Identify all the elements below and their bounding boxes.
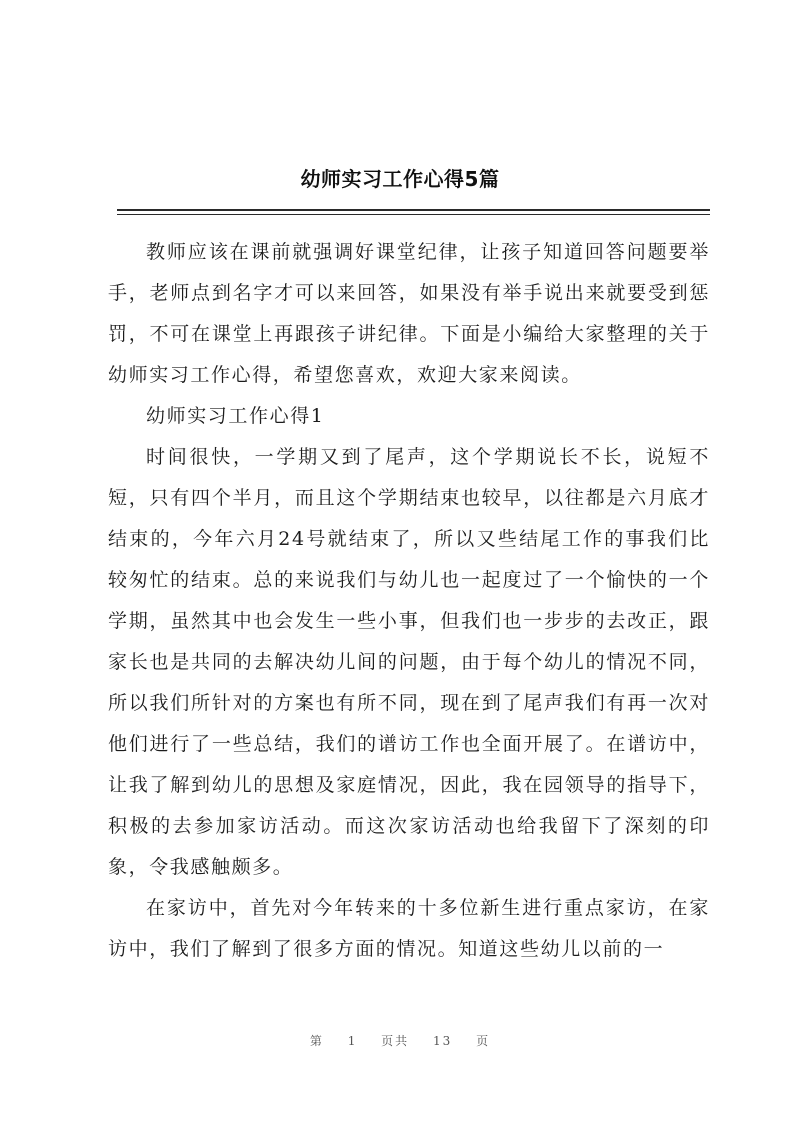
title-rule-thin [117, 214, 710, 215]
title-rule-thick [117, 209, 710, 211]
paragraph-intro: 教师应该在课前就强调好课堂纪律，让孩子知道回答问题要举手，老师点到名字才可以来回答，如果没有举手说出来就要受到惩罚，不可在课堂上再跟孩子讲纪律。下面是小编给大家整理的关于幼师实习工作心得，希望您喜欢，欢迎大家来阅读。 [108, 241, 710, 386]
paragraph-main: 时间很快，一学期又到了尾声，这个学期说长不长，说短不短，只有四个半月，而且这个学期结束也较早，以往都是六月底才结束的，今年六月24号就结束了，所以又些结尾工作的事我们比较匆忙的结束。总的来说我们与幼儿也一起度过了一个愉快的一个学期，虽然其中也会发生一些小事，但我们也一步步的去改正，跟家长也是共同的去解决幼儿间的问题，由于每个幼儿的情况不同，所以我们所针对的方案也有所不同，现在到了尾声我们有再一次对他们进行了一些总结，我们的谱访工作也全面开展了。在谱访中，让我了解到幼儿的思想及家庭情况，因此，我在园领导的指导下，积极的去参加家访活动。而这次家访活动也给我留下了深刻的印象，令我感触颇多。 [108, 446, 710, 878]
paragraph-continued: 在家访中，首先对今年转来的十多位新生进行重点家访，在家访中，我们了解到了很多方面的情况。知道这些幼儿以前的一 [108, 897, 710, 960]
document-title: 幼师实习工作心得5篇 [300, 167, 500, 191]
footer-prefix: 第 [309, 1034, 324, 1048]
footer-middle: 页共 [381, 1034, 410, 1048]
footer-suffix: 页 [476, 1034, 491, 1048]
footer-total-pages: 13 [433, 1034, 453, 1048]
footer-page-number: 1 [347, 1034, 358, 1048]
document-body [108, 232, 710, 970]
page-footer [0, 1032, 800, 1049]
section-heading: 幼师实习工作心得1 [146, 405, 325, 427]
